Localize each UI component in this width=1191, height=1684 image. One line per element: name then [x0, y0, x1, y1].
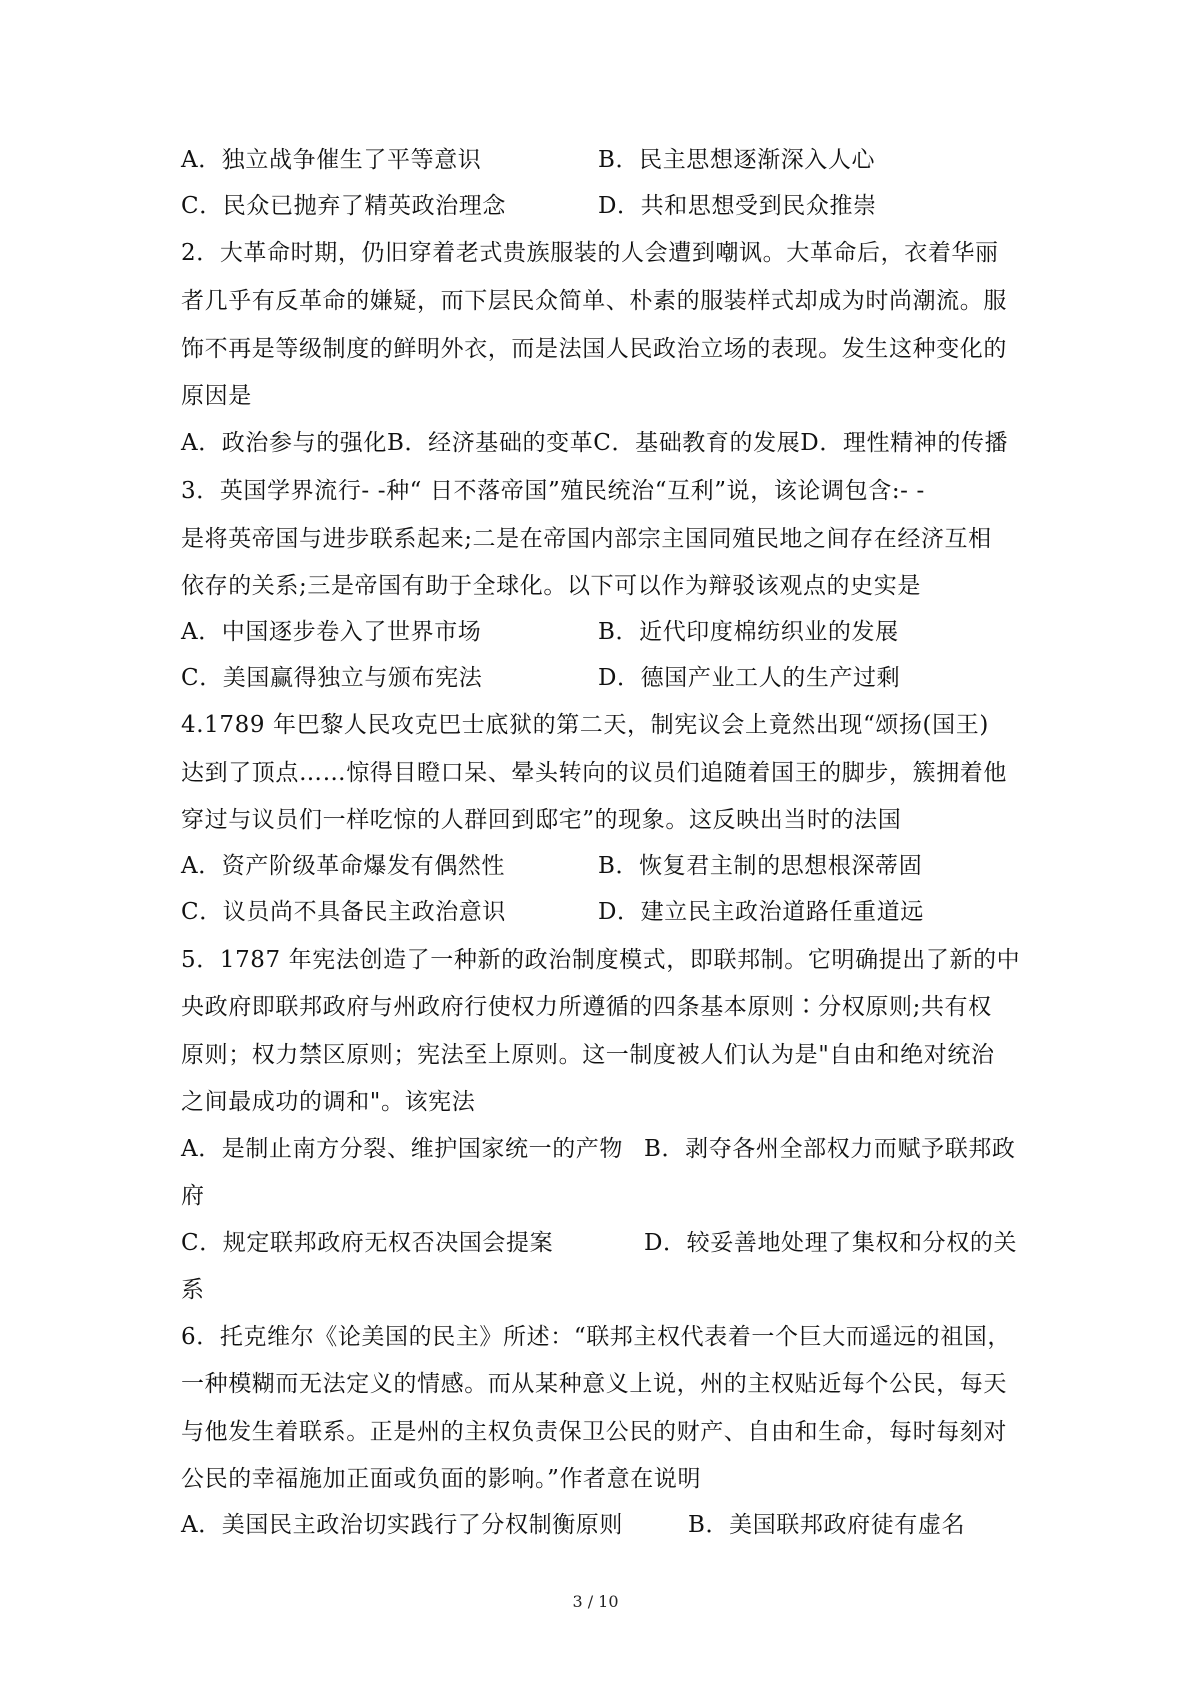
- text-line: 6．托克维尔《论美国的民主》所述：“联邦主权代表着一个巨大而遥远的祖国，: [181, 1324, 1011, 1350]
- text-line: A．是制止南方分裂、维护国家统一的产物: [181, 1136, 624, 1162]
- text-line: A．独立战争催生了平等意识: [181, 147, 482, 173]
- text-line: 央政府即联邦政府与州政府行使权力所遵循的四条基本原则∶分权原则;共有权: [181, 994, 992, 1020]
- text-line: C．议员尚不具备民主政治意识: [181, 899, 506, 925]
- text-line-col2: B．剥夺各州全部权力而赋予联邦政: [644, 1136, 1016, 1162]
- text-line: 府: [181, 1183, 205, 1209]
- text-line: C．民众已抛弃了精英政治理念: [181, 193, 506, 219]
- text-line: A．美国民主政治切实践行了分权制衡原则: [181, 1512, 624, 1538]
- text-line: 原因是: [181, 383, 252, 409]
- text-line: 依存的关系;三是帝国有助于全球化。以下可以作为辩驳该观点的史实是: [181, 573, 921, 599]
- text-line: 之间最成功的调和"。该宪法: [181, 1089, 476, 1115]
- text-line-col2: D．较妥善地处理了集权和分权的关: [644, 1230, 1018, 1256]
- text-line-col2: B．恢复君主制的思想根深蒂固: [598, 853, 923, 879]
- text-line-col2: D．共和思想受到民众推崇: [598, 193, 877, 219]
- text-line: 4.1789 年巴黎人民攻克巴士底狱的第二天，制宪议会上竟然出现“颂扬(国王): [181, 712, 989, 738]
- text-line-col2: B．民主思想逐渐深入人心: [598, 147, 876, 173]
- text-line: 是将英帝国与进步联系起来;二是在帝国内部宗主国同殖民地之间存在经济互相: [181, 526, 992, 552]
- text-line: A．中国逐步卷入了世界市场: [181, 619, 482, 645]
- text-line: C．美国赢得独立与颁布宪法: [181, 665, 483, 691]
- text-line-col2: B．美国联邦政府徒有虚名: [688, 1512, 966, 1538]
- text-line: 者几乎有反革命的嫌疑，而下层民众简单、朴素的服装样式却成为时尚潮流。服: [181, 288, 1007, 314]
- text-line: 2．大革命时期，仍旧穿着老式贵族服装的人会遭到嘲讽。大革命后，衣着华丽: [181, 240, 999, 266]
- text-line-col2: D．德国产业工人的生产过剩: [598, 665, 901, 691]
- text-line: 原则；权力禁区原则；宪法至上原则。这一制度被人们认为是"自由和绝对统治: [181, 1042, 995, 1068]
- text-line: 5．1787 年宪法创造了一种新的政治制度模式，即联邦制。它明确提出了新的中: [181, 947, 1021, 973]
- text-line: 达到了顶点……惊得目瞪口呆、晕头转向的议员们追随着国王的脚步，簇拥着他: [181, 760, 1007, 786]
- text-line: 系: [181, 1277, 205, 1303]
- text-line: A．政治参与的强化B．经济基础的变革C．基础教育的发展D．理性精神的传播: [181, 430, 1009, 456]
- text-line: A．资产阶级革命爆发有偶然性: [181, 853, 506, 879]
- text-line: 3．英国学界流行- -种“ 日不落帝国”殖民统治“互利”说，该论调包含:- -: [181, 478, 925, 504]
- text-line: 穿过与议员们一样吃惊的人群回到邸宅”的现象。这反映出当时的法国: [181, 807, 902, 833]
- text-line: C．规定联邦政府无权否决国会提案: [181, 1230, 554, 1256]
- text-line: 一种模糊而无法定义的情感。而从某种意义上说，州的主权贴近每个公民，每天: [181, 1371, 1007, 1397]
- text-line: 公民的幸福施加正面或负面的影响。”作者意在说明: [181, 1466, 702, 1492]
- text-line-col2: B．近代印度棉纺织业的发展: [598, 619, 899, 645]
- page-number: 3 / 10: [572, 1592, 619, 1611]
- text-line-col2: D．建立民主政治道路任重道远: [598, 899, 924, 925]
- text-line: 饰不再是等级制度的鲜明外衣，而是法国人民政治立场的表现。发生这种变化的: [181, 336, 1007, 362]
- text-line: 与他发生着联系。正是州的主权负责保卫公民的财产、自由和生命，每时每刻对: [181, 1419, 1007, 1445]
